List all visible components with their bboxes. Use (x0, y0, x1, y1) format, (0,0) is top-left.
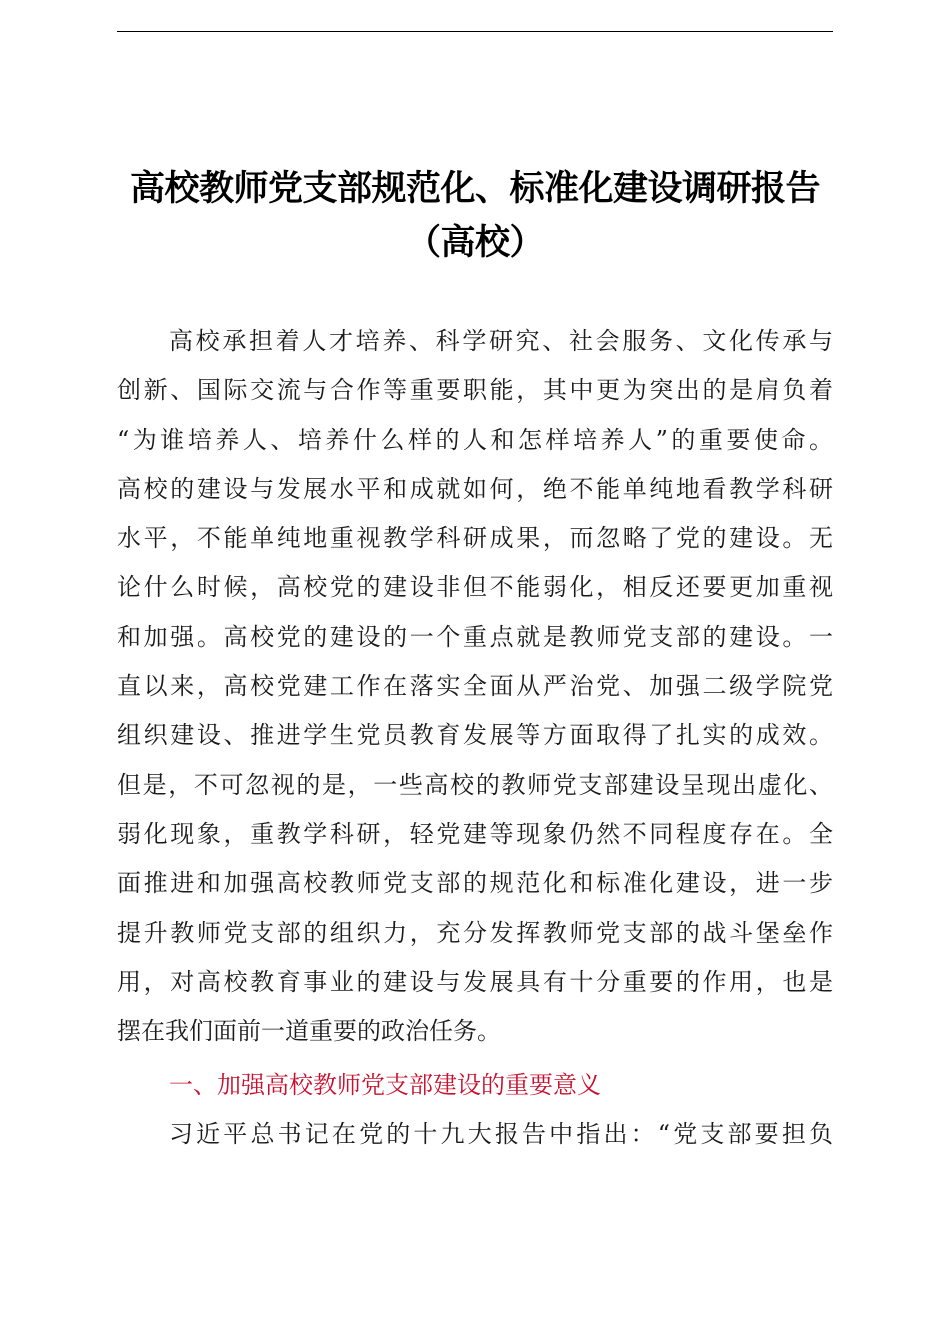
header-rule (117, 31, 833, 32)
title-line-1: 高校教师党支部规范化、标准化建设调研报告 (129, 169, 820, 209)
paragraph-line: 提升教师党支部的组织力，充分发挥教师党支部的战斗堡垒作 (117, 918, 833, 947)
paragraph-line: “为谁培养人、培养什么样的人和怎样培养人”的重要使命。 (117, 425, 833, 454)
paragraph-line: 习近平总书记在党的十九大报告中指出：“党支部要担负 (169, 1120, 833, 1148)
paragraph-line: 和加强。高校党的建设的一个重点就是教师党支部的建设。一 (117, 622, 833, 651)
paragraph-line: 水平，不能单纯地重视教学科研成果，而忽略了党的建设。无 (117, 524, 833, 553)
title-line-2: （高校） (405, 223, 544, 263)
section-heading: 一、加强高校教师党支部建设的重要意义 (169, 1071, 601, 1099)
paragraph-line: 直以来，高校党建工作在落实全面从严治党、加强二级学院党 (117, 672, 833, 701)
paragraph-line: 摆在我们面前一道重要的政治任务。 (117, 1017, 501, 1046)
paragraph-line: 高校的建设与发展水平和成就如何，绝不能单纯地看教学科研 (117, 474, 833, 503)
paragraph-line: 用，对高校教育事业的建设与发展具有十分重要的作用，也是 (117, 967, 833, 996)
paragraph-line: 弱化现象，重教学科研，轻党建等现象仍然不同程度存在。全 (117, 819, 833, 848)
paragraph-line: 面推进和加强高校教师党支部的规范化和标准化建设，进一步 (117, 869, 833, 898)
paragraph-line: 高校承担着人才培养、科学研究、社会服务、文化传承与 (169, 327, 833, 355)
document-title (117, 162, 833, 270)
intro-paragraph (117, 317, 833, 1056)
section-paragraph (117, 1110, 833, 1159)
paragraph-line: 论什么时候，高校党的建设非但不能弱化，相反还要更加重视 (117, 573, 833, 602)
paragraph-line: 创新、国际交流与合作等重要职能，其中更为突出的是肩负着 (117, 376, 833, 405)
paragraph-line: 组织建设、推进学生党员教育发展等方面取得了扎实的成效。 (117, 721, 833, 750)
paragraph-line: 但是，不可忽视的是，一些高校的教师党支部建设呈现出虚化、 (117, 770, 833, 799)
